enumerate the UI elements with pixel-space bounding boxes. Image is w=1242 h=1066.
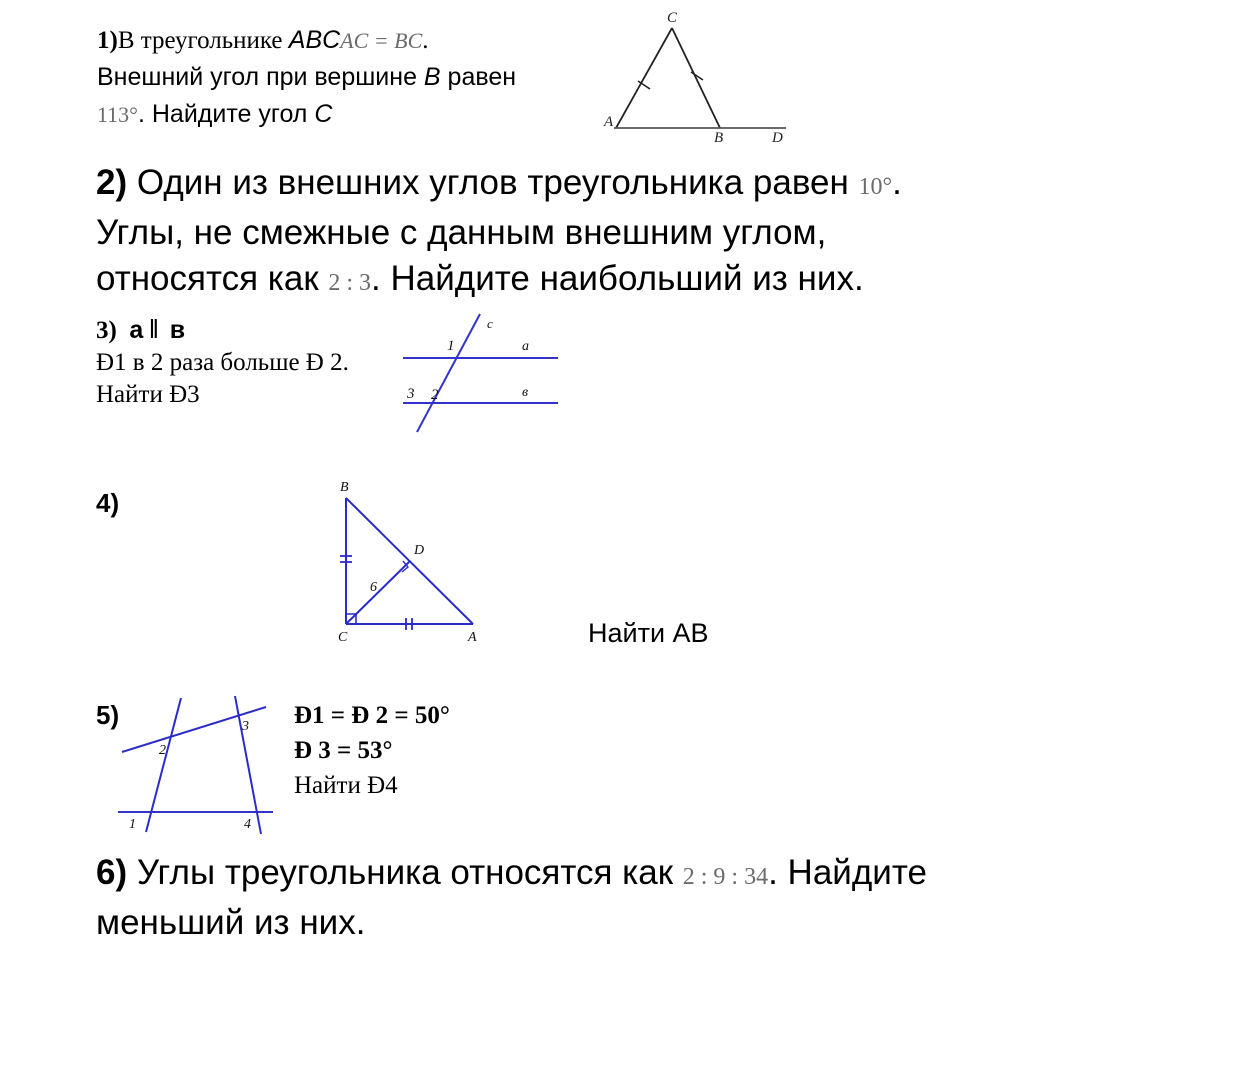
task-2-line-2 [96,210,1156,256]
task-2-text-part-5: . Найдите наибольший из них. [371,259,864,298]
task-1-number: 1) [97,27,118,54]
task-3-condition: Ð1 в 2 раза больше Ð 2. [96,349,349,376]
task-6-text-part-3: меньший из них. [96,903,366,942]
task-6-text-part-2: . Найдите [768,853,927,892]
task-2-text [96,160,1156,306]
task-2-line-3 [96,256,1156,306]
task-4-find-text: Найти AB [588,618,709,648]
segment-length-label: 6 [370,580,377,595]
task-3-line-a: а [129,316,144,344]
task-6-value-ratio: 2 : 9 : 34 [682,864,769,890]
task-3-line-3 [96,379,426,411]
task-4-number: 4) [96,488,120,518]
line-label-a: a [522,339,529,354]
task-2-text-part-2: . [892,163,902,202]
transversal-line-c [417,314,480,432]
task-1-line1-post: . [422,27,429,54]
task-2-line-1 [96,160,1156,210]
task-5-text [294,698,450,803]
angle-label-3: 3 [242,719,249,734]
task-6-text [96,850,1166,946]
task-3-line-2 [96,347,426,379]
task-3-question: Найти Ð3 [96,381,200,408]
parallel-symbol-icon: ‖ [149,314,158,344]
vertex-label-b: B [714,130,724,146]
task-3-number: 3) [96,317,117,344]
task-2-number: 2) [96,163,128,202]
segment-ac [616,28,672,128]
task-4-figure [330,478,500,648]
task-1-line2-post: равен [440,63,517,91]
angle-label-1: 1 [447,338,455,354]
angle-label-3: 3 [407,386,415,402]
vertex-label-d: D [414,543,425,558]
task-1-line1-pre: В треугольнике [117,27,289,54]
task-1-figure [600,8,800,146]
task-1-vertex-b: B [423,63,441,91]
task-5-figure [118,692,298,837]
task-1-line-3 [97,96,597,133]
task-6-text-part-1: Углы треугольника относятся как [136,853,683,892]
vertex-label-a: A [468,630,477,645]
task-5-line-2: Ð 3 = 53° [294,737,393,764]
vertex-label-b: B [340,480,349,495]
line-label-b: в [522,385,529,400]
task-1-triangle-name: ABC [288,26,341,54]
task-1-line-2 [97,59,597,96]
task-6-line-2 [96,900,1166,946]
task-1-line3-post: . Найдите угол [137,100,315,128]
task-2-text-part-1: Один из внешних углов треугольника равен [136,163,859,202]
task-2-value-exterior-angle: 10° [858,174,893,200]
task-5-number: 5) [96,700,120,730]
angle-label-1: 1 [129,817,136,832]
task-2-text-part-3: Углы, не смежные с данным внешним углом, [96,213,827,252]
task-1-vertex-c: C [314,100,333,128]
vertex-label-c: C [338,630,348,645]
task-3-line-b: в [169,316,186,344]
angle-label-2: 2 [159,743,166,758]
task-3-text [96,313,426,411]
vertex-label-a: A [604,114,614,130]
task-6-number: 6) [96,853,128,892]
task-2-value-ratio: 2 : 3 [328,270,372,296]
line-label-c: c [487,316,493,331]
task-3-line-1 [96,313,426,347]
transversal-right [235,696,261,834]
vertex-label-d: D [772,130,783,146]
angle-label-2: 2 [431,387,439,403]
task-3-figure [395,310,595,435]
task-5-line-1: Ð1 = Ð 2 = 50° [294,702,450,729]
task-2-text-part-4: относятся как [96,259,329,298]
segment-cb [672,28,720,128]
task-6-line-1 [96,850,1166,900]
task-1-line2-pre: Внешний угол при вершине [97,63,424,91]
task-1-line-1 [97,22,597,59]
task-1-text [97,22,597,133]
task-5-line-3: Найти Ð4 [294,772,398,799]
task-1-formula-113: 113° [97,102,138,127]
task-1-formula-ac-bc: AC = BC [340,28,423,53]
angle-label-4: 4 [244,817,251,832]
vertex-label-c: C [666,10,678,26]
